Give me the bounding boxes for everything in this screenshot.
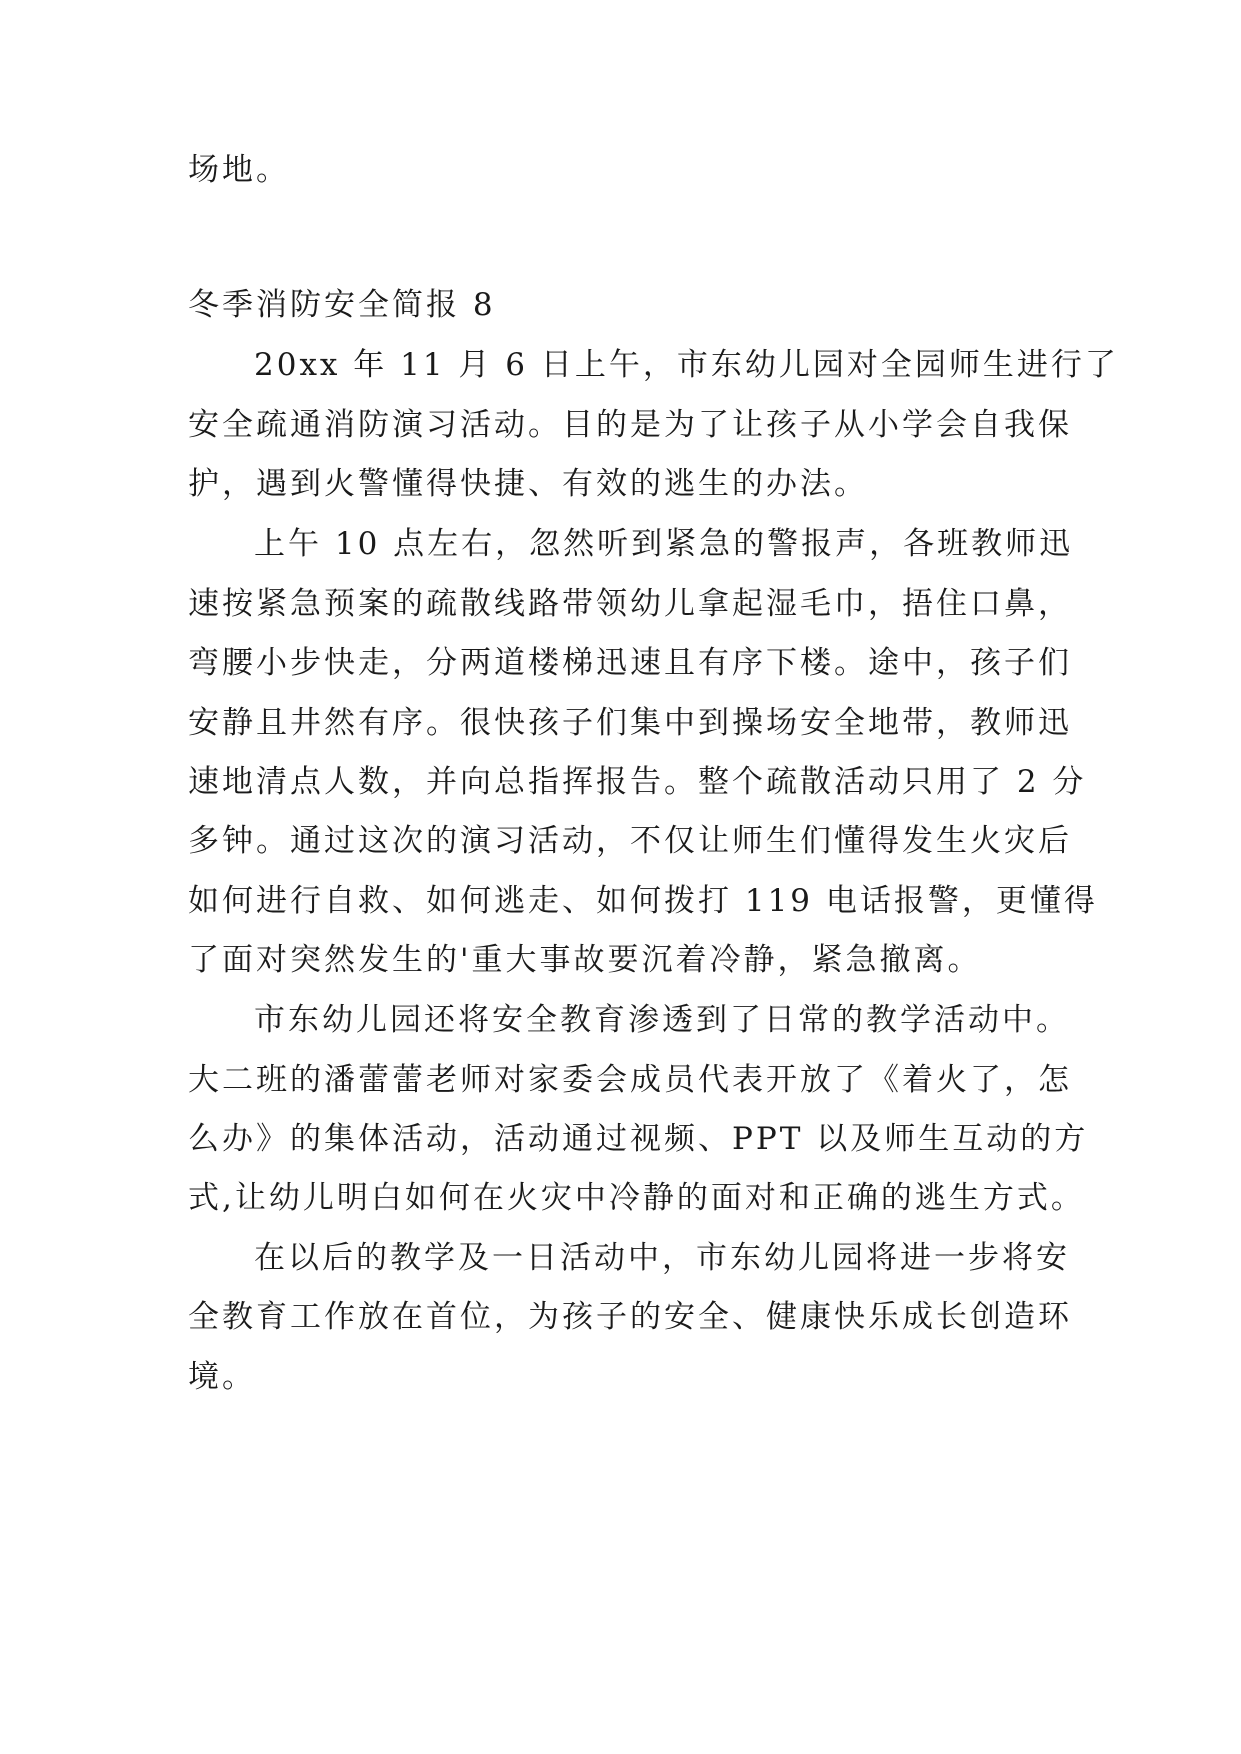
paragraph-4-line-3 xyxy=(0,1357,1241,1397)
text-line: 上午 10 点左右，忽然听到紧急的警报声，各班教师迅 xyxy=(254,526,1074,562)
paragraph-2-line-4 xyxy=(0,703,1241,743)
text-line: 境。 xyxy=(188,1359,256,1395)
text-line: 式,让幼儿明白如何在火灾中冷静的面对和正确的逃生方式。 xyxy=(188,1180,1085,1216)
text-line: 大二班的潘蕾蕾老师对家委会成员代表开放了《着火了，怎 xyxy=(188,1062,1072,1098)
paragraph-2-line-2 xyxy=(0,584,1241,624)
text-line: 在以后的教学及一日活动中，市东幼儿园将进一步将安 xyxy=(254,1240,1070,1276)
text-line: 护，遇到火警懂得快捷、有效的逃生的办法。 xyxy=(188,466,868,502)
text-line: 20xx 年 11 月 6 日上午，市东幼儿园对全园师生进行了 xyxy=(254,347,1119,383)
paragraph-2-line-7 xyxy=(0,881,1241,921)
text-line: 弯腰小步快走，分两道楼梯迅速且有序下楼。途中，孩子们 xyxy=(188,645,1072,681)
paragraph-3-line-4 xyxy=(0,1178,1241,1218)
text-line: 么办》的集体活动，活动通过视频、PPT 以及师生互动的方 xyxy=(188,1121,1089,1157)
text-line: 全教育工作放在首位，为孩子的安全、健康快乐成长创造环 xyxy=(188,1299,1072,1335)
text-line: 场地。 xyxy=(188,152,290,188)
paragraph-4-line-1 xyxy=(0,1238,1241,1278)
paragraph-3-line-2 xyxy=(0,1060,1241,1100)
text-line: 速按紧急预案的疏散线路带领幼儿拿起湿毛巾，捂住口鼻， xyxy=(188,586,1072,622)
text-line: 安静且井然有序。很快孩子们集中到操场安全地带，教师迅 xyxy=(188,705,1072,741)
heading-text: 冬季消防安全简报 8 xyxy=(188,287,496,323)
paragraph-2-line-5 xyxy=(0,762,1241,802)
text-line: 市东幼儿园还将安全教育渗透到了日常的教学活动中。 xyxy=(254,1002,1070,1038)
text-line-continuation xyxy=(0,150,1241,190)
paragraph-3-line-3 xyxy=(0,1119,1241,1159)
paragraph-1-line-1 xyxy=(0,345,1241,385)
paragraph-1-line-2 xyxy=(0,405,1241,445)
text-line: 如何进行自救、如何逃走、如何拨打 119 电话报警，更懂得 xyxy=(188,883,1098,919)
text-line: 安全疏通消防演习活动。目的是为了让孩子从小学会自我保 xyxy=(188,407,1072,443)
paragraph-2-line-8 xyxy=(0,940,1241,980)
paragraph-3-line-1 xyxy=(0,1000,1241,1040)
paragraph-1-line-3 xyxy=(0,464,1241,504)
paragraph-2-line-3 xyxy=(0,643,1241,683)
text-line: 多钟。通过这次的演习活动，不仅让师生们懂得发生火灾后 xyxy=(188,823,1072,859)
text-line: 了面对突然发生的'重大事故要沉着冷静，紧急撤离。 xyxy=(188,942,982,978)
paragraph-4-line-2 xyxy=(0,1297,1241,1337)
section-heading xyxy=(0,285,1241,325)
paragraph-2-line-6 xyxy=(0,821,1241,861)
text-line: 速地清点人数，并向总指挥报告。整个疏散活动只用了 2 分 xyxy=(188,764,1087,800)
paragraph-2-line-1 xyxy=(0,524,1241,564)
